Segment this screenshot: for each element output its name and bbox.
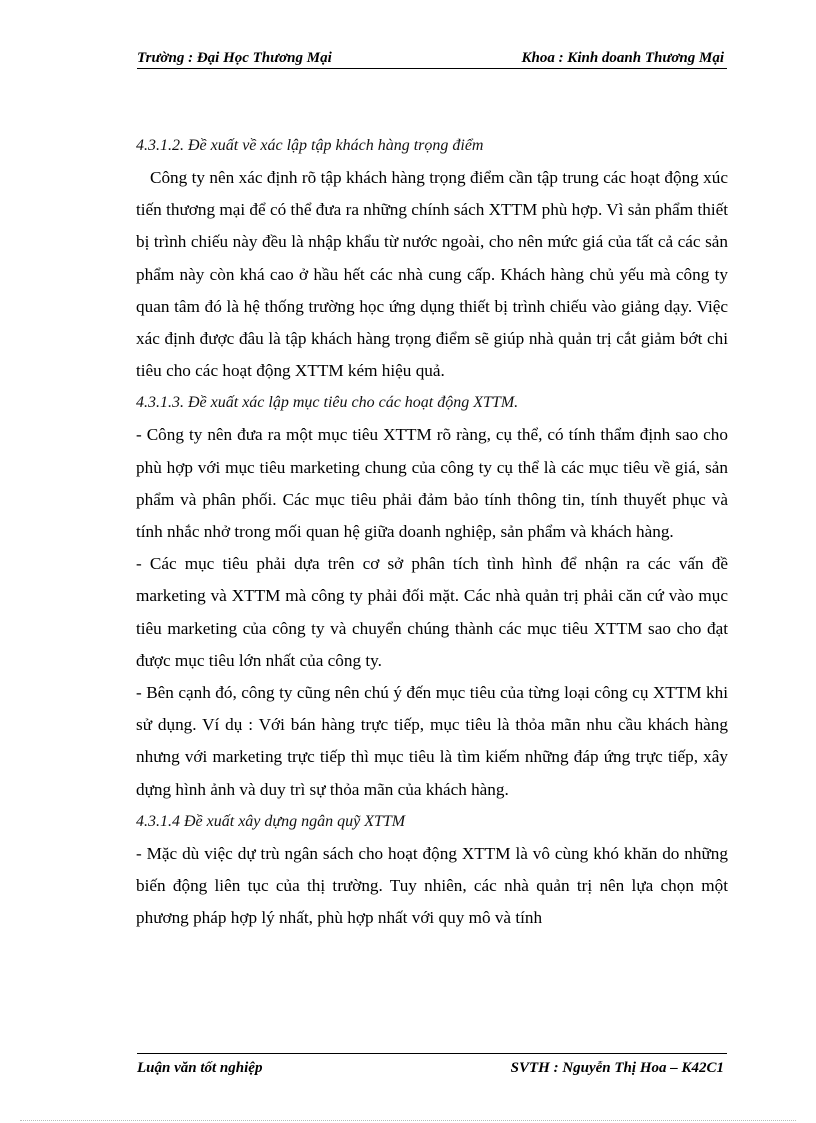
header-faculty: Khoa : Kinh doanh Thương Mại — [521, 50, 724, 66]
section-heading: 4.3.1.4 Đề xuất xây dựng ngân quỹ XTTM — [136, 812, 406, 830]
document-body — [136, 130, 728, 934]
section-heading: 4.3.1.2. Đề xuất về xác lập tập khách hàng trọng điểm — [136, 137, 484, 154]
section-heading: 4.3.1.3. Đề xuất xác lập mục tiêu cho các hoạt động XTTM. — [136, 394, 519, 412]
paragraph: - Công ty nên đưa ra một mục tiêu XTTM rõ ràng, cụ thể, có tính thẩm định sao cho phù hợp với mục tiêu marketing chung của công ty cụ thể là các mục tiêu về giá, sản phẩm và phân phối. Các mục tiêu phải đảm bảo tính thông tin, tính thuyết phục và tính nhắc nhở trong mối quan hệ giữa doanh nghiệp, sản phẩm và khách hàng. — [136, 425, 728, 542]
paragraph: - Bên cạnh đó, công ty cũng nên chú ý đến mục tiêu của từng loại công cụ XTTM khi sử dụng. Ví dụ : Với bán hàng trực tiếp, mục tiêu là thỏa mãn nhu cầu khách hàng nhưng với marketing trực tiếp thì mục tiêu là tìm kiếm những đáp ứng trực tiếp, xây dựng hình ảnh và duy trì sự thỏa mãn của khách hàng. — [136, 683, 728, 799]
header-rule — [137, 68, 727, 69]
header-school: Trường : Đại Học Thương Mại — [137, 50, 332, 66]
footer-thesis-label: Luận văn tốt nghiệp — [137, 1060, 263, 1076]
page-edge — [20, 1120, 796, 1121]
footer-rule — [137, 1053, 727, 1054]
paragraph: - Mặc dù việc dự trù ngân sách cho hoạt động XTTM là vô cùng khó khăn do những biến động liên tục của thị trường. Tuy nhiên, các nhà quản trị nên lựa chọn một phương pháp hợp lý nhất, phù hợp nhất với quy mô và tính — [136, 843, 728, 928]
paragraph: Công ty nên xác định rõ tập khách hàng trọng điểm cần tập trung các hoạt động xúc tiến thương mại để có thể đưa ra những chính sách XTTM phù hợp. Vì sản phẩm thiết bị trình chiếu này đều là nhập khẩu từ nước ngoài, cho nên mức giá của tất cả các sản phẩm này còn khá cao ở hầu hết các nhà cung cấp. Khách hàng chủ yếu mà công ty quan tâm đó là hệ thống trường học ứng dụng thiết bị trình chiếu vào giảng dạy. Việc xác định được đâu là tập khách hàng trọng điểm sẽ giúp nhà quản trị cắt giảm bớt chi tiêu cho các hoạt động XTTM kém hiệu quả. — [136, 168, 728, 381]
footer-student: SVTH : Nguyễn Thị Hoa – K42C1 — [510, 1060, 724, 1076]
paragraph: - Các mục tiêu phải dựa trên cơ sở phân tích tình hình để nhận ra các vấn đề marketing và XTTM mà công ty phải đối mặt. Các nhà quản trị phải căn cứ vào mục tiêu marketing của công ty và chuyển chúng thành các mục tiêu XTTM sao cho đạt được mục tiêu lớn nhất của công ty. — [136, 554, 728, 670]
